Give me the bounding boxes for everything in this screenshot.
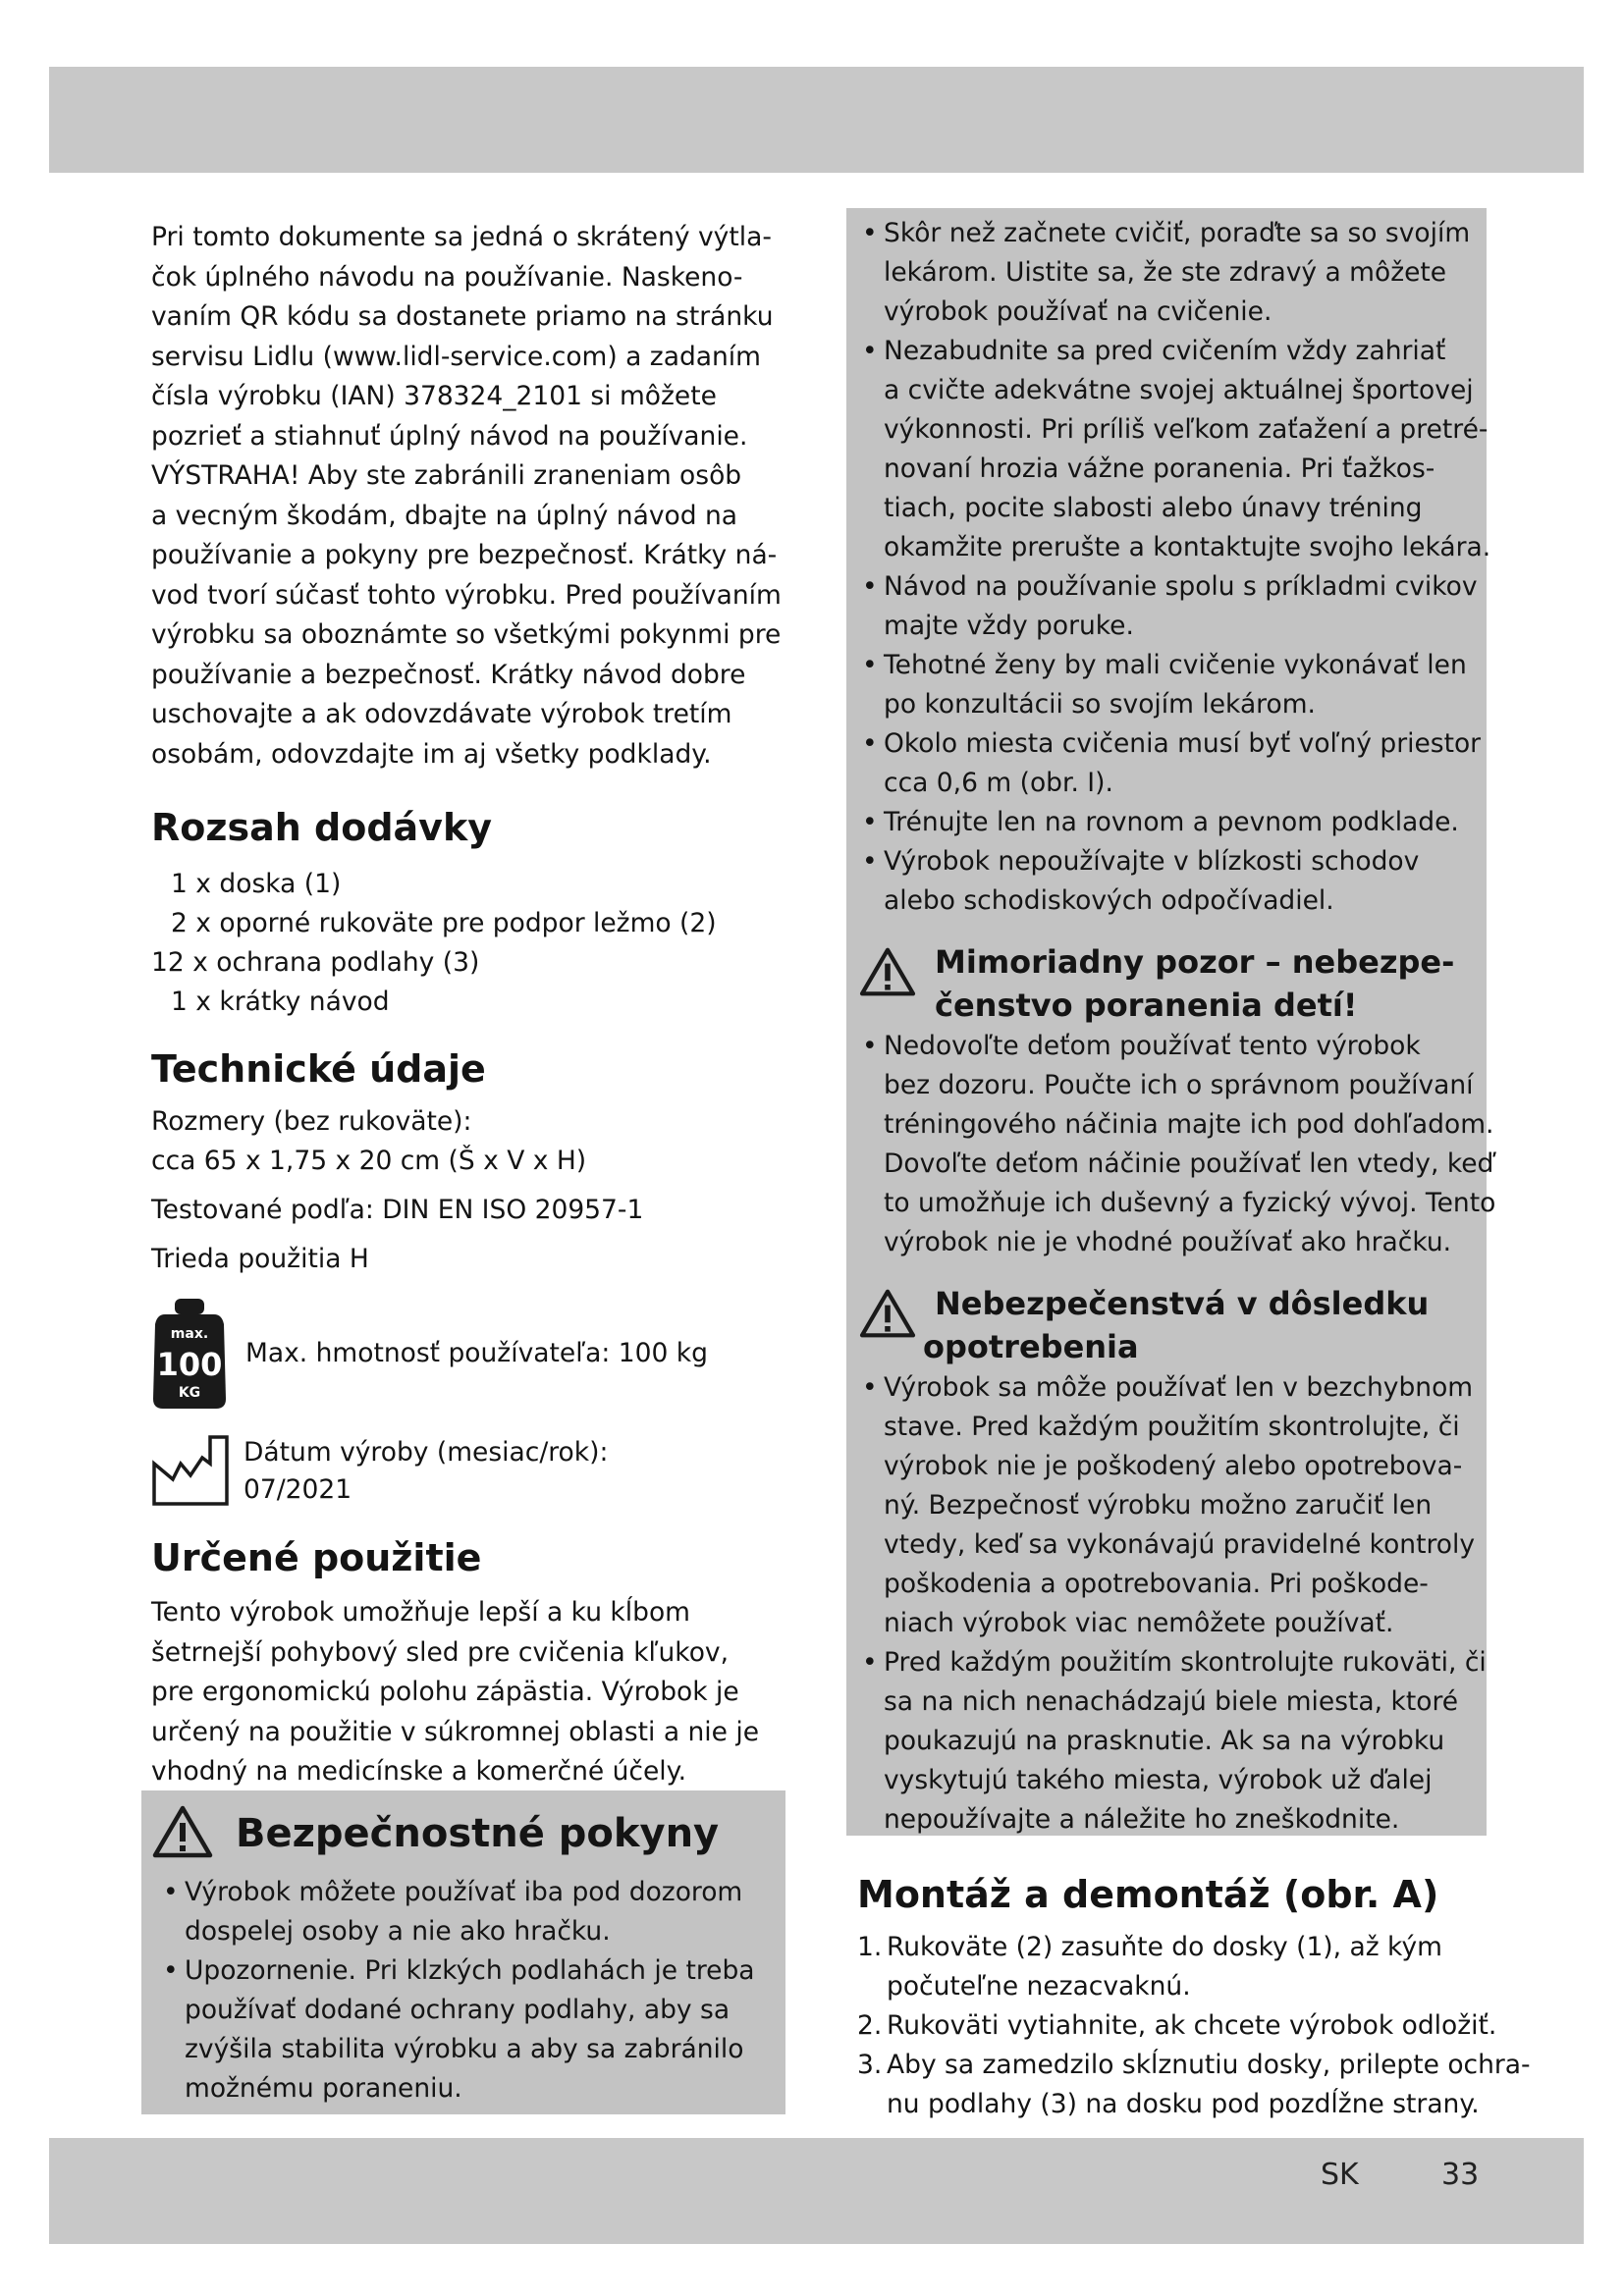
manufacture-date-text — [244, 1434, 608, 1509]
usage-class: Trieda použitia H — [151, 1244, 369, 1274]
intended-use-line: určený na použitie v súkromnej oblasti a nie je — [151, 1716, 760, 1747]
assembly-step: 2. Rukoväti vytiahnite, ak chcete výrobok odložiť. — [857, 2010, 1497, 2041]
technical-data — [151, 1102, 785, 1279]
safety-item: • Pred každým použitím skontrolujte rukoväti, či sa na nich nenachádzajú biele miesta, ktoré poukazujú na prasknutie. Ak sa na výrobku vyskytujú takého miesta, výrobok už ďalej nepoužívajte a náležite ho zneškodnite. — [854, 1643, 1483, 1840]
dimensions-value: cca 65 x 1,75 x 20 cm (Š x V x H) — [151, 1146, 587, 1176]
manufacture-date-value: 07/2021 — [244, 1474, 352, 1505]
section-title-bezpecnost: Bezpečnostné pokyny — [236, 1811, 720, 1856]
intended-use-line: šetrnejší pohybový sled pre cvičenia kľukov, — [151, 1636, 730, 1668]
intro-line: čísla výrobku (IAN) 378324_2101 si môžete — [151, 381, 717, 411]
intro-line: servisu Lidlu (www.lidl-service.com) a zadaním — [151, 341, 761, 372]
assembly-steps — [857, 1928, 1531, 2124]
assembly-section — [857, 1871, 1531, 2124]
intended-use-paragraph — [151, 1593, 785, 1792]
intro-line: a vecným škodám, dbajte na úplný návod na — [151, 500, 737, 531]
delivery-item: 1 x krátky návod — [171, 987, 390, 1017]
intro-line: používanie a bezpečnosť. Krátky návod dobre — [151, 659, 746, 690]
manufacture-date-row — [151, 1434, 785, 1509]
max-weight-row — [151, 1297, 785, 1411]
safety-item: • Výrobok môžete používať iba pod dozorom dospelej osoby a nie ako hračku. — [155, 1873, 755, 1951]
intro-line: čok úplného návodu na používanie. Naskeno- — [151, 261, 743, 293]
delivery-list — [151, 865, 785, 1022]
section-title-rozsah: Rozsah dodávky — [151, 806, 492, 849]
assembly-step: 3. Aby sa zamedzilo skĺznutiu dosky, prilepte ochra- nu podlahy (3) na dosku pod pozdĺžne strany. — [857, 2050, 1531, 2119]
intro-line: VÝSTRAHA! Aby ste zabránili zraneniam osôb — [151, 460, 742, 491]
manufacture-date-label: Dátum výroby (mesiac/rok): — [244, 1437, 609, 1468]
general-safety-list — [854, 214, 1491, 921]
footer-language: SK — [1321, 2158, 1359, 2192]
delivery-item: 1 x doska (1) — [171, 869, 342, 899]
safety-box-continued — [846, 208, 1496, 1836]
intro-line: pozrieť a stiahnuť úplný návod na používanie. — [151, 420, 748, 452]
intro-line: vaním QR kódu sa dostanete priamo na stránku — [151, 301, 774, 332]
svg-text:max.: max. — [170, 1326, 209, 1342]
assembly-step: 1. Rukoväte (2) zasuňte do dosky (1), až kým počuteľne nezacvaknú. — [857, 1932, 1442, 2002]
safety-box-content — [854, 214, 1496, 1840]
manufacture-date-icon — [151, 1434, 230, 1507]
tested-standard: Testované podľa: DIN EN ISO 20957-1 — [151, 1195, 644, 1225]
wear-warning-list — [854, 1368, 1487, 1840]
warning-triangle-icon — [151, 1804, 214, 1859]
intro-line: uschovajte a ak odovzdávate výrobok tretím — [151, 699, 732, 729]
safety-item: • Výrobok nepoužívajte v blízkosti schodov alebo schodiskových odpočívadiel. — [854, 842, 1483, 921]
intended-use-line: Tento výrobok umožňuje lepší a ku kĺbom — [151, 1597, 690, 1628]
intro-line: výrobku sa oboznámte so všetkými pokynmi pre — [151, 619, 782, 650]
section-title-urcene: Určené použitie — [151, 1536, 482, 1579]
safety-item: • Trénujte len na rovnom a pevnom podklade. — [854, 803, 1483, 842]
warning-triangle-icon — [858, 1288, 917, 1339]
safety-item: • Výrobok sa môže používať len v bezchybnom stave. Pred každým použitím skontrolujte, či výrobok nie je poškodený alebo opotrebova- ný. Bezpečnosť výrobku možno zaručiť len vtedy, keď sa vykonávajú pravidelné kontroly poškodenia a opotrebovania. Pri poškode- niach výrobok viac nemôžete používať. — [854, 1368, 1483, 1643]
section-title-montaz: Montáž a demontáž (obr. A) — [857, 1873, 1439, 1916]
wear-warning-title-line: Nebezpečenstvá v dôsledku — [935, 1285, 1430, 1322]
children-warning-heading — [854, 940, 1483, 1027]
section-title-technicke: Technické údaje — [151, 1047, 486, 1091]
wear-warning-heading — [854, 1282, 1483, 1368]
weight-100kg-icon — [151, 1297, 228, 1411]
delivery-item: 12 x ochrana podlahy (3) — [151, 947, 480, 978]
safety-box — [141, 1790, 785, 2114]
safety-item: • Skôr než začnete cvičiť, poraďte sa so svojím lekárom. Uistite sa, že ste zdravý a môžete výrobok používať na cvičenie. — [854, 214, 1483, 332]
intended-use-line: pre ergonomickú polohu zápästia. Výrobok je — [151, 1677, 739, 1707]
max-weight-text: Max. hmotnosť používateľa: 100 kg — [245, 1338, 708, 1368]
children-warning-title-line: Mimoriadny pozor – nebezpe- — [935, 943, 1455, 981]
safety-item: • Upozornenie. Pri klzkých podlahách je treba používať dodané ochrany podlahy, aby sa zvýšila stabilita výrobku a aby sa zabránilo možnému poraneniu. — [155, 1951, 755, 2109]
warning-triangle-icon — [858, 946, 917, 997]
safety-item: • Okolo miesta cvičenia musí byť voľný priestor cca 0,6 m (obr. I). — [854, 724, 1483, 803]
header-band — [49, 67, 1584, 173]
wear-warning-title-line: opotrebenia — [923, 1328, 1139, 1365]
dimensions-label: Rozmery (bez rukoväte): — [151, 1106, 472, 1137]
left-column — [151, 218, 785, 1792]
intro-line: používanie a pokyny pre bezpečnosť. Krátky ná- — [151, 540, 778, 570]
safety-item: • Návod na používanie spolu s príkladmi cvikov majte vždy poruke. — [854, 567, 1483, 646]
intro-paragraph — [151, 218, 785, 774]
intro-line: osobám, odovzdajte im aj všetky podklady. — [151, 738, 712, 770]
intro-line: vod tvorí súčasť tohto výrobku. Pred používaním — [151, 579, 782, 611]
svg-text:KG: KG — [178, 1385, 201, 1401]
safety-list — [155, 1873, 755, 2109]
children-warning-title-line: čenstvo poranenia detí! — [935, 987, 1358, 1024]
intended-use-line: vhodný na medicínske a komerčné účely. — [151, 1756, 686, 1787]
svg-text:100: 100 — [156, 1346, 223, 1383]
page-number: 33 — [1441, 2158, 1480, 2192]
safety-item: • Nezabudnite sa pred cvičením vždy zahriať a cvičte adekvátne svojej aktuálnej športovej výkonnosti. Pri príliš veľkom zaťažení a pretré- novaní hrozia vážne poranenia. Pri ťažkos- tiach, pocite slabosti alebo únavy tréning okamžite prerušte a kontaktujte svojho lekára. — [854, 332, 1483, 567]
safety-item: • Nedovoľte deťom používať tento výrobok bez dozoru. Poučte ich o správnom používaní tréningového náčinia majte ich pod dohľadom. Dovoľte deťom náčinie používať len vtedy, keď to umožňuje ich duševný a fyzický vývoj. Tento výrobok nie je vhodné používať ako hračku. — [854, 1027, 1483, 1262]
delivery-item: 2 x oporné rukoväte pre podpor ležmo (2) — [171, 908, 717, 938]
intro-line: Pri tomto dokumente sa jedná o skrátený výtla- — [151, 222, 772, 252]
safety-item: • Tehotné ženy by mali cvičenie vykonávať len po konzultácii so svojím lekárom. — [854, 646, 1483, 724]
children-warning-list — [854, 1027, 1496, 1262]
